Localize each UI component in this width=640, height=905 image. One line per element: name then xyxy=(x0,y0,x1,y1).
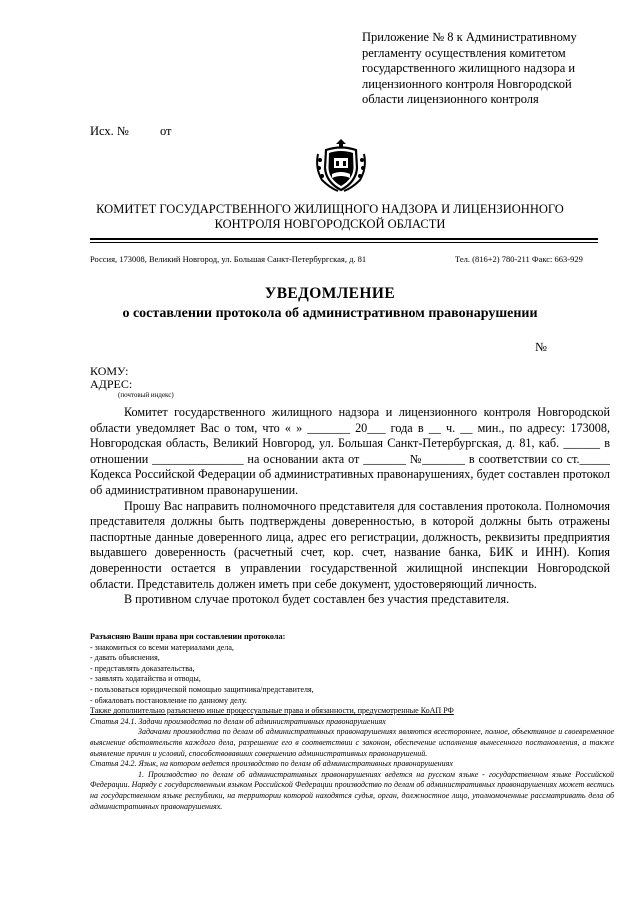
rights-heading: Разъясняю Ваши права при составлении протокола: xyxy=(90,632,286,641)
appendix-note xyxy=(362,30,612,108)
outgoing-date-label: от xyxy=(159,124,172,138)
outgoing-number xyxy=(90,124,200,139)
coat-of-arms-icon xyxy=(312,136,370,194)
rights-item: - представлять доказательства, xyxy=(90,663,195,673)
rights-item: - заявлять ходатайства и отводы, xyxy=(90,674,201,684)
header-rule-thick xyxy=(90,238,598,240)
agency-name xyxy=(80,202,580,232)
appendix-line: Приложение № 8 к Административному xyxy=(362,30,577,44)
article-24-1-title: Статья 24.1. Задачи производства по делам об административных правонарушениях xyxy=(90,716,386,726)
rights-item: - пользоваться юридической помощью защитника/представителя, xyxy=(90,684,314,694)
article-24-2-title: Статья 24.2. Язык, на котором ведется производство по делам об административных правонарушениях xyxy=(90,759,453,769)
document-subtitle: о составлении протокола об административном правонарушении xyxy=(122,306,538,321)
agency-name-line: КОНТРОЛЯ НОВГОРОДСКОЙ ОБЛАСТИ xyxy=(214,217,446,231)
body-paragraph: Комитет государственного жилищного надзора и лицензионного контроля Новгородской области уведомляет Вас о том, что « » _______ 20___ года в __ ч. __ мин., по адресу: 173008, Новгородская область, Великий Новгород, ул. Большая Санкт-Петербургская, д. 81, каб. ______ в отношении _______________ на основании акта от _______ №_______ в соответствии со ст._____ Кодекса Российской Федерации об административных правонарушениях, будет составлен протокол об административном правонарушении. xyxy=(90,405,610,497)
agency-name-line: КОМИТЕТ ГОСУДАРСТВЕННОГО ЖИЛИЩНОГО НАДЗОРА И ЛИЦЕНЗИОННОГО xyxy=(96,202,564,216)
appendix-line: лицензионного контроля Новгородской xyxy=(362,76,572,91)
article-24-1-text: Задачами производства по делам об административных правонарушениях являются всестороннее, полное, объективное и своевременное выяснение обстоятельств каждого дела, разрешение его в соответствии с законом, обеспечение исполнения вынесенного постановления, а также выявление причин и условий, способствовавших совершению административных правонарушений. xyxy=(90,727,614,758)
article-24-2-text: 1. Производство по делам об административных правонарушениях ведется на русском языке - государственном языке Российской Федерации. Наряду с государственным языком Российской Федерации производство по делам об административных правонарушениях может вестись на государственном языке республики, на территории которой находятся судья, орган, должностное лицо, уполномоченные рассматривать дела об административных правонарушениях. xyxy=(90,769,614,811)
body-paragraph: Прошу Вас направить полномочного представителя для составления протокола. Полномочия представителя должны быть подтверждены доверенностью, в которой должны быть отражены паспортные данные доверенного лица, адрес его регистрации, должность, реквизиты предприятия выдавшего доверенность (расчетный счет, кор. счет, название банка, БИК и ИНН). Копия доверенности остается в управлении государственной жилищной инспекции Новгородской области. Представитель должен иметь при себе документ, удостоверяющий личность. xyxy=(90,498,610,591)
recipient-address-label: АДРЕС: xyxy=(90,377,133,391)
agency-phone: Тел. (816+2) 780-211 Факс: 663-929 xyxy=(455,254,583,264)
notice-body xyxy=(90,405,610,608)
notice-number-label: № xyxy=(535,340,547,354)
appendix-line: области лицензионного контроля xyxy=(362,92,539,106)
rights-item: - знакомиться со всеми материалами дела, xyxy=(90,642,234,652)
agency-address: Россия, 173008, Великий Новгород, ул. Большая Санкт-Петербургская, д. 81 xyxy=(90,254,367,264)
rights-section xyxy=(90,632,614,812)
document-title: УВЕДОМЛЕНИЕ xyxy=(264,285,396,302)
rights-item: - обжаловать постановление по данному делу. xyxy=(90,695,247,705)
rights-item: - давать объяснения, xyxy=(90,653,160,663)
appendix-line: регламенту осуществления комитетом xyxy=(362,45,566,60)
header-rule-thin xyxy=(90,242,598,243)
outgoing-number-label: Исх. № xyxy=(90,124,129,138)
recipient-block xyxy=(90,365,132,391)
body-paragraph: В противном случае протокол будет составлен без участия представителя. xyxy=(124,592,510,607)
zip-hint: (почтовый индекс) xyxy=(118,391,174,399)
rights-extra: Также дополнительно разъяснено иные процессуальные права и обязанности, предусмотренные КоАП РФ xyxy=(90,706,454,716)
appendix-line: государственного жилищного надзора и xyxy=(362,61,576,75)
recipient-to-label: КОМУ: xyxy=(90,364,129,378)
